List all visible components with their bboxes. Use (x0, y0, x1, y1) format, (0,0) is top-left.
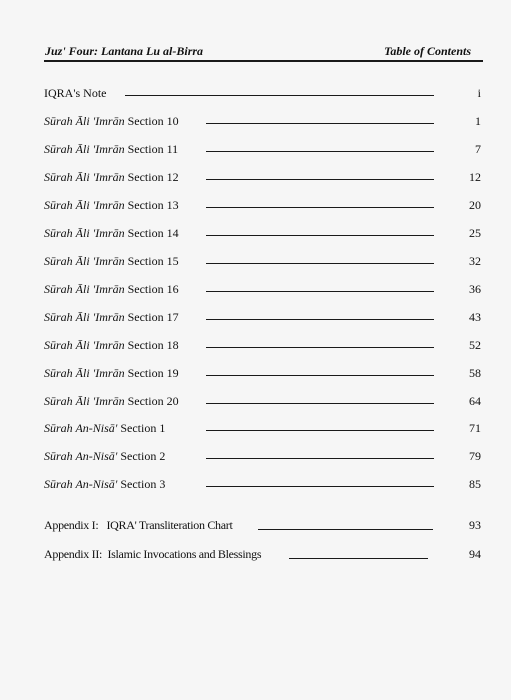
surah-name: Sūrah Āli 'Imrān (44, 226, 125, 240)
leader-rule (289, 558, 428, 559)
header-section-title: Table of Contents (384, 44, 471, 58)
surah-name: Sūrah An-Nisā' (44, 449, 118, 463)
appendix-page-number: 94 (469, 547, 481, 561)
section-label: Section 18 (124, 338, 179, 352)
toc-page-number: 71 (469, 421, 481, 435)
surah-name: Sūrah Āli 'Imrān (44, 170, 125, 184)
appendix-entry[interactable] (44, 546, 481, 562)
toc-entry[interactable] (44, 169, 481, 185)
toc-entry[interactable] (44, 281, 481, 297)
toc-entry[interactable] (44, 113, 481, 129)
toc-entry[interactable] (44, 365, 481, 381)
toc-page-number: 32 (469, 254, 481, 268)
leader-rule (258, 529, 433, 530)
header-juz-title: Juz' Four: Lantana Lu al-Birra (45, 44, 204, 58)
toc-page-number: 12 (469, 170, 481, 184)
toc-page-number: 7 (475, 142, 481, 156)
toc-entry[interactable] (44, 337, 481, 353)
toc-entry-title (44, 476, 165, 492)
section-label: Section 14 (124, 226, 179, 240)
toc-page-number: 20 (469, 198, 481, 212)
toc-entry[interactable] (44, 420, 481, 436)
toc-entry-title (44, 113, 179, 129)
section-label: Section 11 (124, 142, 179, 156)
leader-rule (206, 458, 434, 459)
toc-entry-title (44, 281, 179, 297)
toc-entry-title (44, 309, 179, 325)
toc-entry-title (44, 393, 179, 409)
surah-name: Sūrah Āli 'Imrān (44, 366, 125, 380)
surah-name: Sūrah An-Nisā' (44, 477, 118, 491)
section-label: Section 17 (124, 310, 179, 324)
leader-rule (125, 95, 434, 96)
surah-name: Sūrah Āli 'Imrān (44, 282, 125, 296)
section-label: Section 3 (117, 477, 166, 491)
surah-name: Sūrah Āli 'Imrān (44, 114, 125, 128)
toc-page-number: 85 (469, 477, 481, 491)
surah-name: Sūrah Āli 'Imrān (44, 394, 125, 408)
toc-page-number: 43 (469, 310, 481, 324)
toc-page-number: 79 (469, 449, 481, 463)
leader-rule (206, 235, 434, 236)
appendix-entry[interactable] (44, 517, 481, 533)
toc-page-number: 25 (469, 226, 481, 240)
leader-rule (206, 263, 434, 264)
toc-entry[interactable] (44, 393, 481, 409)
surah-name: Sūrah Āli 'Imrān (44, 310, 125, 324)
appendix-page-number: 93 (469, 518, 481, 532)
surah-name: Sūrah Āli 'Imrān (44, 338, 125, 352)
section-label: Section 19 (124, 366, 179, 380)
toc-entry[interactable] (44, 85, 481, 101)
section-label: Section 2 (117, 449, 166, 463)
toc-entry-title (44, 169, 179, 185)
surah-name: Sūrah Āli 'Imrān (44, 142, 125, 156)
toc-page-number: 58 (469, 366, 481, 380)
leader-rule (206, 347, 434, 348)
toc-entry-title (44, 197, 179, 213)
toc-page-number: 1 (475, 114, 481, 128)
leader-rule (206, 123, 434, 124)
toc-entry[interactable] (44, 141, 481, 157)
leader-rule (206, 403, 434, 404)
surah-name: Sūrah An-Nisā' (44, 421, 118, 435)
surah-name: Sūrah Āli 'Imrān (44, 254, 125, 268)
toc-entry-title (44, 253, 179, 269)
leader-rule (206, 151, 434, 152)
section-label: Section 10 (124, 114, 179, 128)
leader-rule (206, 179, 434, 180)
section-label: Section 16 (124, 282, 179, 296)
section-label: Section 13 (124, 198, 179, 212)
toc-page-number: 36 (469, 282, 481, 296)
section-label: Section 20 (124, 394, 179, 408)
toc-entry[interactable] (44, 197, 481, 213)
leader-rule (206, 486, 434, 487)
appendix-title: Appendix II: Islamic Invocations and Blessings (44, 547, 262, 561)
toc-entry-title (44, 337, 179, 353)
toc-page-number: i (477, 86, 481, 100)
toc-entry[interactable] (44, 309, 481, 325)
leader-rule (206, 319, 434, 320)
toc-page-number: 64 (469, 394, 481, 408)
toc-entry-title (44, 85, 107, 101)
leader-rule (206, 430, 434, 431)
leader-rule (206, 291, 434, 292)
section-label: Section 12 (124, 170, 179, 184)
toc-entry-title (44, 225, 179, 241)
section-label: Section 15 (124, 254, 179, 268)
toc-entry-title (44, 420, 165, 436)
toc-entry-title (44, 365, 179, 381)
toc-entry[interactable] (44, 476, 481, 492)
section-label: Section 1 (117, 421, 166, 435)
leader-rule (206, 207, 434, 208)
surah-name: Sūrah Āli 'Imrān (44, 198, 125, 212)
toc-entry[interactable] (44, 253, 481, 269)
toc-page-number: 52 (469, 338, 481, 352)
section-label: IQRA's Note (44, 86, 107, 100)
toc-entry-title (44, 141, 178, 157)
toc-entry[interactable] (44, 225, 481, 241)
toc-entry-title (44, 448, 165, 464)
leader-rule (206, 375, 434, 376)
appendix-title: Appendix I: IQRA' Transliteration Chart (44, 518, 233, 532)
toc-entry[interactable] (44, 448, 481, 464)
